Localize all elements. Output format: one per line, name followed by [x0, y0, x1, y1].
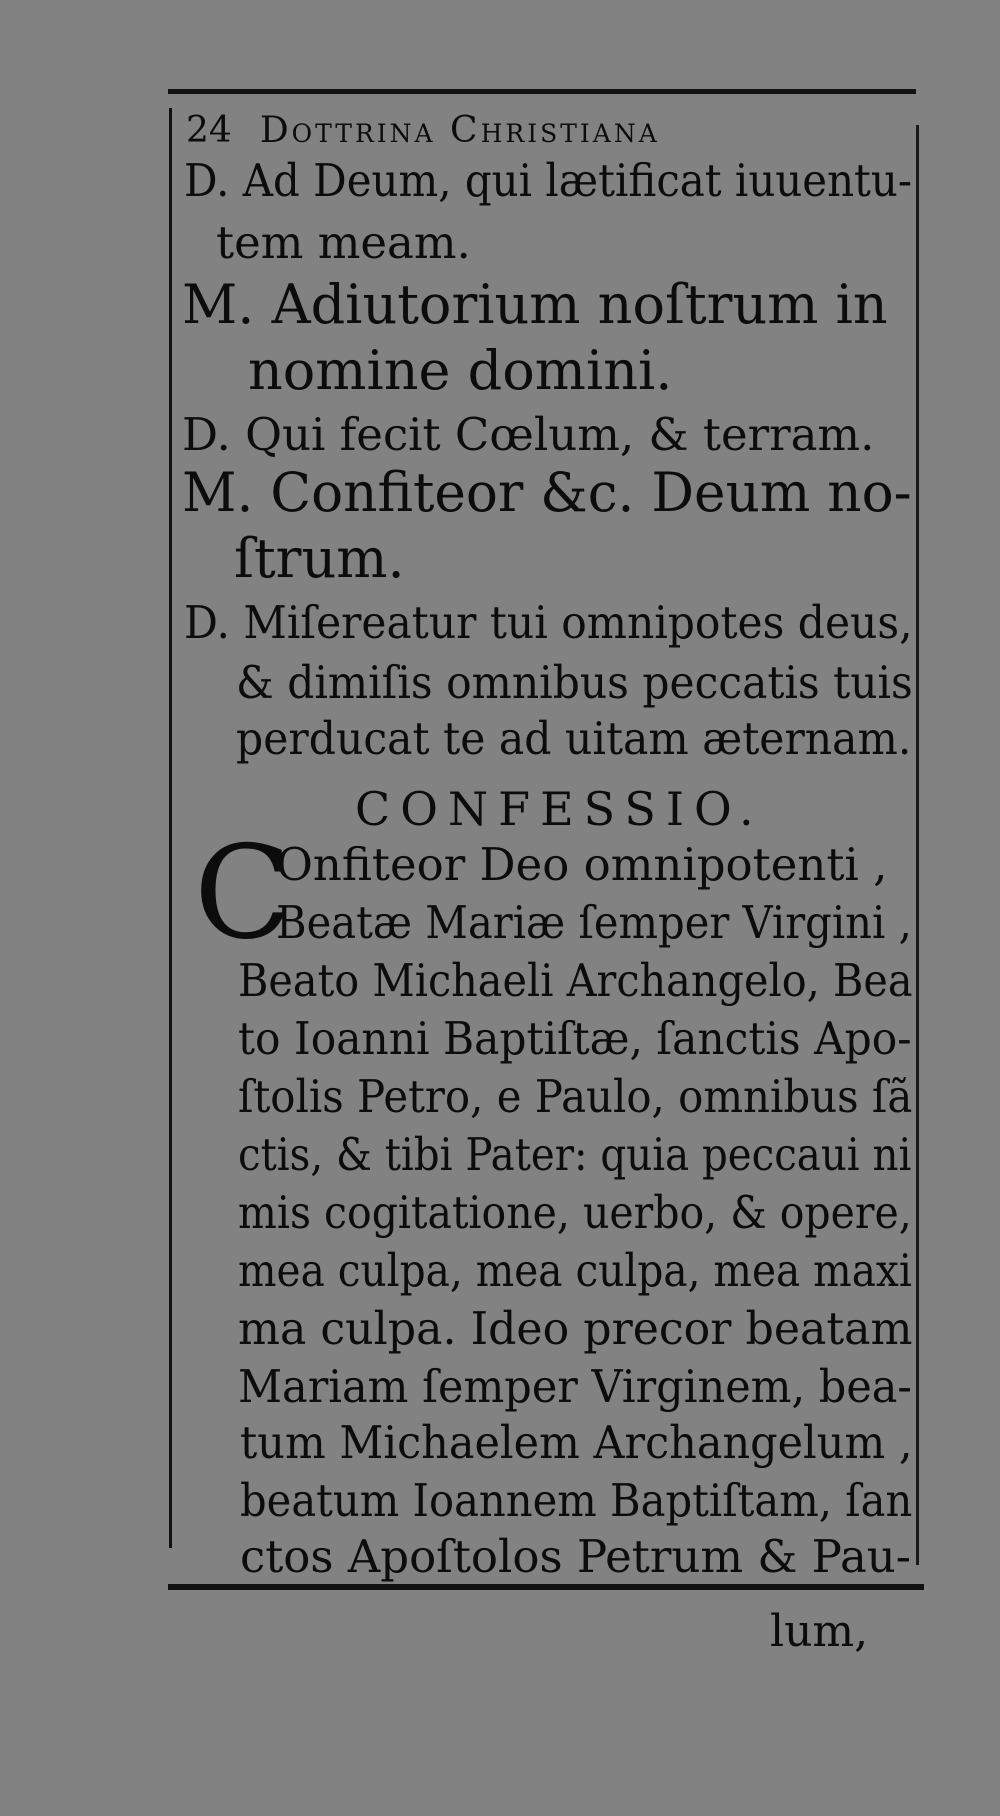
text-line: Beatæ Mariæ ſemper Virgini , [276, 896, 912, 949]
right-border [916, 125, 919, 1565]
text-line: perducat te ad uitam æternam. [236, 712, 912, 765]
text-line: M. Confiteor &c. Deum no- [182, 461, 912, 524]
text-line: nomine domini. [248, 339, 673, 402]
page-number: 24 [186, 110, 232, 151]
text-line: ſtrum. [234, 527, 405, 590]
running-header [186, 110, 906, 151]
text-line: D. Miſereatur tui omnipotes deus, [184, 596, 913, 649]
text-line: beatum Ioannem Baptiſtam, ſan [240, 1474, 913, 1527]
section-heading: CONFESSIO. [355, 782, 764, 836]
text-line: Mariam ſemper Virginem, bea- [238, 1360, 912, 1413]
text-line: M. Adiutorium noſtrum in [182, 273, 888, 336]
catchword: lum, [770, 1606, 869, 1657]
text-line: mea culpa, mea culpa, mea maxi [238, 1244, 912, 1297]
text-line: D. Qui fecit Cœlum, & terram. [182, 408, 875, 461]
text-line: Beato Michaeli Archangelo, Bea [238, 954, 913, 1007]
text-line: ctis, & tibi Pater: quia peccaui ni [238, 1128, 912, 1181]
text-line: to Ioanni Baptiſtæ, ſanctis Apo- [238, 1012, 912, 1065]
text-line: tum Michaelem Archangelum , [240, 1416, 913, 1469]
text-line: mis cogitatione, uerbo, & opere, [238, 1186, 912, 1239]
top-rule [168, 89, 916, 94]
bottom-rule [168, 1584, 924, 1590]
text-line: D. Ad Deum, qui lætificat iuuentu- [184, 154, 913, 207]
text-line: tem meam. [216, 216, 471, 269]
text-line: & dimiſis omnibus peccatis tuis [236, 656, 913, 709]
running-title: Dottrina Christiana [259, 110, 660, 151]
text-line: ctos Apoſtolos Petrum & Pau- [240, 1530, 911, 1583]
left-border [169, 108, 172, 1548]
text-line: Onfiteor Deo omnipotenti , [276, 838, 888, 891]
drop-cap: C [194, 819, 292, 968]
text-line: ma culpa. Ideo precor beatam [238, 1302, 913, 1355]
text-line: ſtolis Petro, e Paulo, omnibus ſã [238, 1070, 913, 1123]
